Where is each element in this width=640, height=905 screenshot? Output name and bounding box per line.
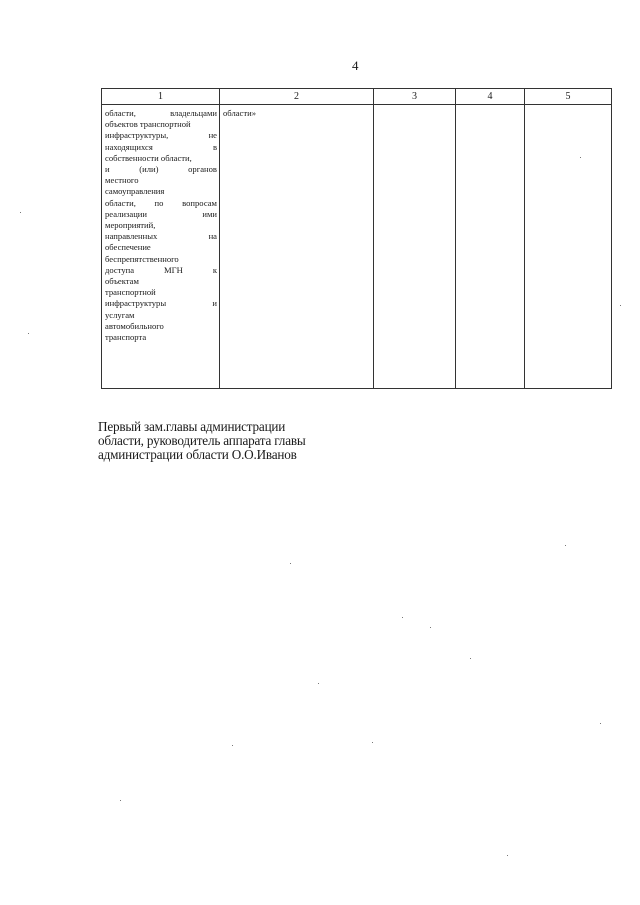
text-line: автомобильного — [105, 320, 164, 331]
text-line: беспрепятственного — [105, 253, 179, 264]
column-header-5: 5 — [525, 89, 612, 105]
scan-speck — [20, 212, 21, 213]
column-header-2: 2 — [220, 89, 374, 105]
text-line: объектам — [105, 276, 139, 287]
scan-speck — [402, 617, 403, 618]
text-line: и (или) органов — [105, 164, 217, 175]
cell-col5 — [525, 105, 612, 389]
text-line: объектов транспортной — [105, 119, 191, 130]
text-line: реализации ими — [105, 208, 217, 219]
text-line: доступа МГН к — [105, 264, 217, 275]
scan-speck — [470, 658, 471, 659]
column-header-3: 3 — [374, 89, 456, 105]
cell-col4 — [456, 105, 525, 389]
text-line: области, по вопросам — [105, 197, 217, 208]
signature-line-2: области, руководитель аппарата главы — [98, 433, 306, 448]
text-line: области, владельцами — [105, 108, 217, 118]
column-header-4: 4 — [456, 89, 525, 105]
cell-col2: области» — [220, 105, 374, 389]
scan-speck — [600, 723, 601, 724]
scan-speck — [430, 627, 431, 628]
table-header-row — [102, 89, 612, 105]
scan-speck — [120, 800, 121, 801]
table-row — [102, 105, 612, 389]
text-line: услугам — [105, 309, 135, 320]
scan-speck — [28, 333, 29, 334]
text-line: собственности области, — [105, 152, 192, 163]
scan-speck — [507, 855, 508, 856]
text-line: направленных на — [105, 231, 217, 242]
document-table — [101, 88, 612, 389]
text-line: самоуправления — [105, 186, 165, 197]
scan-speck — [232, 745, 233, 746]
page-number: 4 — [352, 58, 359, 73]
scan-speck — [565, 545, 566, 546]
scan-speck — [290, 563, 291, 564]
text-line: находящихся в — [105, 141, 217, 152]
text-line: обеспечение — [105, 242, 151, 253]
scan-speck — [620, 305, 621, 306]
signature-block — [98, 420, 306, 462]
cell-description — [102, 105, 220, 389]
column-header-1: 1 — [102, 89, 220, 105]
text-line: мероприятий, — [105, 220, 156, 231]
text-line: местного — [105, 175, 139, 186]
cell-col3 — [374, 105, 456, 389]
scan-speck — [580, 157, 581, 158]
signature-line-1: Первый зам.главы администрации — [98, 419, 286, 434]
text-line: инфраструктуры и — [105, 298, 217, 309]
signature-line-3: администрации области О.О.Иванов — [98, 447, 297, 462]
text-line: транспортной — [105, 287, 156, 298]
text-line: транспорта — [105, 332, 147, 343]
scan-speck — [372, 742, 373, 743]
scan-speck — [318, 683, 319, 684]
text-line: инфраструктуры, не — [105, 130, 217, 141]
